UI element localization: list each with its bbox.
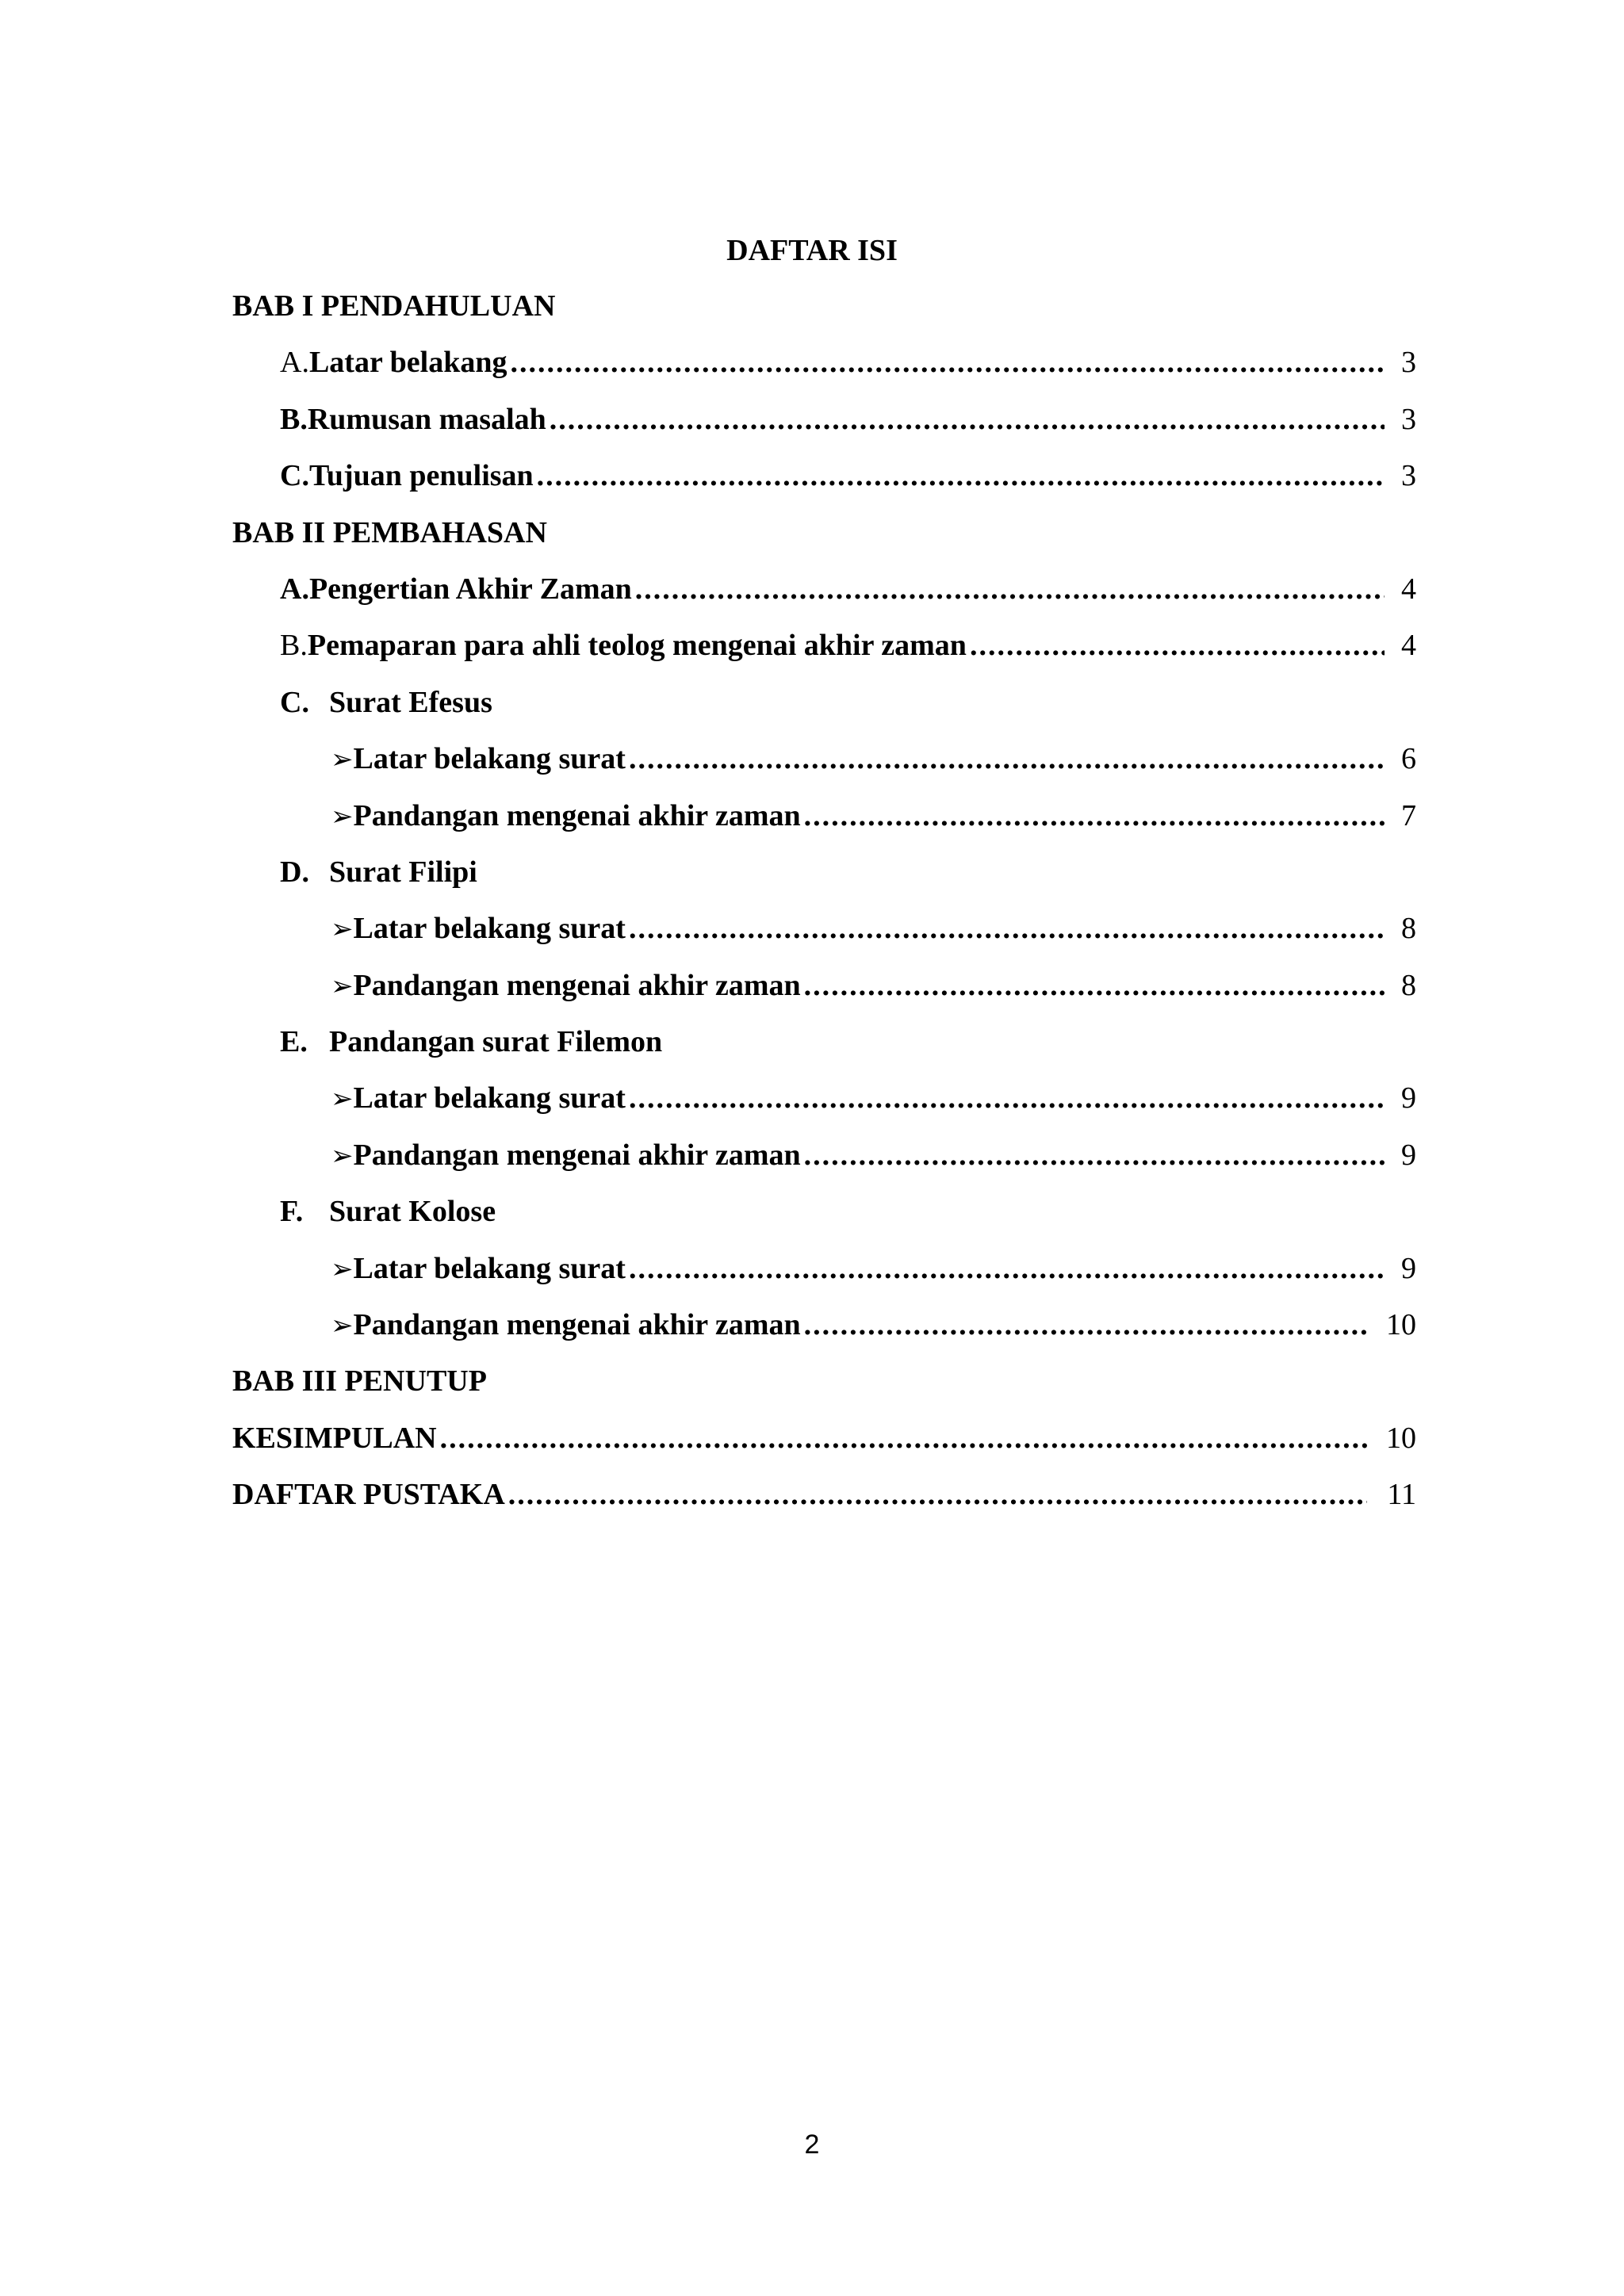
page-title: DAFTAR ISI <box>726 234 898 267</box>
toc-entry-label: Surat Filipi <box>329 855 477 889</box>
toc-page-number: 9 <box>1401 1138 1416 1172</box>
arrow-bullet-icon: ➢ <box>331 1083 354 1115</box>
toc-entry-label: Latar belakang surat <box>353 912 626 946</box>
toc-entry-label: Latar belakang <box>308 346 508 380</box>
toc-entry-label: Latar belakang surat <box>353 1081 626 1115</box>
toc-page-number: 3 <box>1401 346 1416 380</box>
toc-section-entry <box>232 340 1416 396</box>
toc-entry-marker: B. <box>280 402 308 436</box>
arrow-bullet-icon: ➢ <box>331 970 354 1002</box>
table-of-contents <box>232 284 1416 1529</box>
toc-page-number: 6 <box>1401 742 1416 776</box>
toc-section-entry <box>232 567 1416 623</box>
toc-section-entry <box>232 623 1416 679</box>
toc-entry-label: Pemaparan para ahli teolog mengenai akhir zaman <box>307 629 967 663</box>
toc-entry-marker: F. <box>280 1195 304 1229</box>
toc-entry-marker: A. <box>280 346 309 380</box>
arrow-bullet-icon: ➢ <box>331 744 354 776</box>
toc-section-entry <box>232 1020 1416 1076</box>
toc-subsection-entry <box>232 906 1416 962</box>
dot-leader <box>629 737 1385 781</box>
toc-page-number: 8 <box>1401 912 1416 946</box>
dot-leader <box>804 963 1385 1008</box>
toc-entry-label: Surat Efesus <box>329 685 492 719</box>
toc-page-number: 4 <box>1401 629 1416 663</box>
toc-section-entry <box>232 453 1416 510</box>
toc-subsection-entry <box>232 737 1416 793</box>
toc-page-number: 10 <box>1386 1308 1416 1342</box>
dot-leader <box>629 906 1385 951</box>
toc-subsection-entry <box>232 1133 1416 1189</box>
dot-leader <box>804 794 1385 838</box>
toc-page-number: 8 <box>1401 968 1416 1002</box>
arrow-bullet-icon: ➢ <box>331 1310 354 1342</box>
dot-leader <box>804 1303 1367 1347</box>
dot-leader <box>970 623 1385 668</box>
arrow-bullet-icon: ➢ <box>331 1139 354 1172</box>
toc-subsection-entry <box>232 1303 1416 1359</box>
dot-leader <box>550 397 1385 442</box>
toc-entry-label: Surat Kolose <box>329 1195 496 1229</box>
toc-entry-label: Pandangan mengenai akhir zaman <box>353 798 801 832</box>
toc-page-number: 7 <box>1401 798 1416 832</box>
arrow-bullet-icon: ➢ <box>331 800 354 832</box>
toc-page-number: 3 <box>1401 459 1416 493</box>
toc-entry-label: Latar belakang surat <box>353 1251 626 1285</box>
toc-entry-label: Tujuan penulisan <box>308 459 534 493</box>
toc-entry-marker: E. <box>280 1025 308 1059</box>
toc-entry-marker: A. <box>280 572 309 606</box>
toc-chapter-entry <box>232 511 1416 567</box>
toc-page-number: 10 <box>1386 1421 1416 1455</box>
toc-chapter-entry <box>232 1416 1416 1472</box>
toc-entry-marker: C. <box>280 459 309 493</box>
dot-leader <box>508 1472 1367 1517</box>
arrow-bullet-icon: ➢ <box>331 913 354 946</box>
toc-entry-label: Pandangan mengenai akhir zaman <box>353 1308 801 1342</box>
toc-entry-label: DAFTAR PUSTAKA <box>232 1478 505 1512</box>
toc-section-entry <box>232 397 1416 453</box>
toc-page-number: 3 <box>1401 402 1416 436</box>
toc-entry-label: Rumusan masalah <box>307 402 546 436</box>
dot-leader <box>629 1076 1385 1120</box>
toc-chapter-entry <box>232 284 1416 340</box>
toc-entry-label: BAB III PENUTUP <box>232 1364 487 1399</box>
dot-leader <box>440 1416 1367 1460</box>
toc-section-entry <box>232 1189 1416 1246</box>
toc-page-number: 9 <box>1401 1081 1416 1115</box>
dot-leader <box>635 567 1385 611</box>
toc-entry-label: Pandangan surat Filemon <box>329 1025 663 1059</box>
dot-leader <box>629 1246 1385 1291</box>
toc-entry-label: Pandangan mengenai akhir zaman <box>353 1138 801 1172</box>
toc-entry-marker: B. <box>280 629 308 663</box>
toc-subsection-entry <box>232 1246 1416 1303</box>
toc-chapter-entry <box>232 1359 1416 1415</box>
arrow-bullet-icon: ➢ <box>331 1253 354 1285</box>
toc-subsection-entry <box>232 963 1416 1020</box>
toc-chapter-entry <box>232 1472 1416 1529</box>
toc-entry-marker: D. <box>280 855 309 889</box>
page-number: 2 <box>804 2130 820 2160</box>
toc-page-number: 9 <box>1401 1251 1416 1285</box>
toc-entry-label: BAB II PEMBAHASAN <box>232 515 547 549</box>
toc-entry-label: KESIMPULAN <box>232 1421 437 1455</box>
toc-section-entry <box>232 850 1416 906</box>
toc-entry-marker: C. <box>280 685 309 719</box>
toc-section-entry <box>232 680 1416 737</box>
dot-leader <box>804 1133 1385 1177</box>
toc-entry-label: Latar belakang surat <box>353 742 626 776</box>
toc-subsection-entry <box>232 1076 1416 1132</box>
toc-entry-label: BAB I PENDAHULUAN <box>232 289 556 323</box>
dot-leader <box>537 453 1385 498</box>
toc-entry-label: Pengertian Akhir Zaman <box>308 572 632 606</box>
toc-page-number: 11 <box>1387 1478 1416 1512</box>
dot-leader <box>510 340 1385 385</box>
toc-entry-label: Pandangan mengenai akhir zaman <box>353 968 801 1002</box>
toc-page-number: 4 <box>1401 572 1416 606</box>
toc-subsection-entry <box>232 794 1416 850</box>
